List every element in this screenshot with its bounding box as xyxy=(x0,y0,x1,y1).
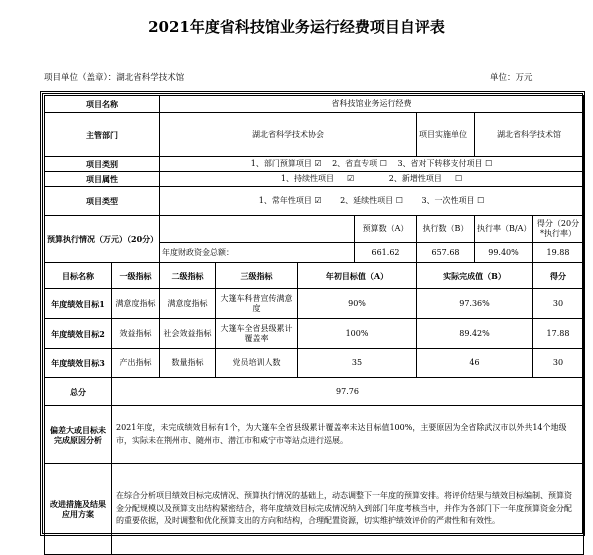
dept-label: 主管部门 xyxy=(45,113,160,157)
budget-label: 预算执行情况（万元）（20分） xyxy=(45,216,160,263)
total-row xyxy=(45,378,584,406)
impl-unit-value: 湖北省科学技术馆 xyxy=(475,113,584,157)
level1-indicator: 产出指标 xyxy=(112,349,160,378)
deviation-text: 2021年度，未完成绩效目标有1个，为大篷车全省县级累计覆盖率未达目标值100%，主要原因为全省除武汉市以外共14个地级市，实际未在荆州市、随州市、潜江市和咸宁市等站点进行巡展。 xyxy=(112,406,584,464)
target-score-header: 得分 xyxy=(533,263,584,289)
type-row xyxy=(45,187,584,216)
target-score: 30 xyxy=(533,289,584,319)
improvement-label: 改进措施及结果应用方案 xyxy=(45,464,112,555)
goal-name: 年度绩效目标2 xyxy=(45,319,112,349)
goal-name: 年度绩效目标1 xyxy=(45,289,112,319)
project-name-row xyxy=(45,96,584,113)
table-row xyxy=(45,289,584,319)
goal-name: 年度绩效目标3 xyxy=(45,349,112,378)
level3-indicator: 大篷车科普宣传满意度 xyxy=(216,289,298,319)
budget-header-a: 预算数（A） xyxy=(355,216,417,243)
target-score: 17.88 xyxy=(533,319,584,349)
attribute-row xyxy=(45,172,584,187)
currency-unit-label: 单位：万元 xyxy=(490,73,533,83)
budget-value: 661.62 xyxy=(355,243,417,263)
exec-value: 657.68 xyxy=(417,243,475,263)
project-name-label: 项目名称 xyxy=(45,96,160,113)
type-label: 项目类型 xyxy=(45,187,160,216)
category-row xyxy=(45,157,584,172)
dept-value: 湖北省科学技术协会 xyxy=(160,113,417,157)
exec-header-b: 执行数（B） xyxy=(417,216,475,243)
table-row xyxy=(45,349,584,378)
category-options: 1、部门预算项目 ☑ 2、省直专项 ☐ 3、省对下转移支付项目 ☐ xyxy=(160,157,584,172)
total-label: 总分 xyxy=(45,378,112,406)
level3-indicator: 党员培训人数 xyxy=(216,349,298,378)
exec-rate-value: 99.40% xyxy=(475,243,533,263)
targets-header-row xyxy=(45,263,584,289)
level2-indicator: 社会效益指标 xyxy=(160,319,216,349)
improvement-text: 在综合分析项目绩效目标完成情况、预算执行情况的基础上，动态调整下一年度的预算安排。将评价结果与绩效目标编制、预算资金分配规模以及预算支出结构紧密结合，将年度绩效目标完成情况纳入到部门年度考核当中，并作为各部门下一年度预算资金分配的重要依据，及时调整和优化预算支出的方向和结构，合理配置资源，切实维护绩效评价的严肃性和有效性。 xyxy=(112,464,584,555)
deviation-label: 偏差大或目标未完成原因分析 xyxy=(45,406,112,464)
level2-indicator: 满意度指标 xyxy=(160,289,216,319)
level1-indicator: 满意度指标 xyxy=(112,289,160,319)
actual-value: 89.42% xyxy=(417,319,533,349)
target-score: 30 xyxy=(533,349,584,378)
actual-value: 46 xyxy=(417,349,533,378)
budget-header-row xyxy=(45,216,584,243)
level2-header: 二级指标 xyxy=(160,263,216,289)
level2-indicator: 数量指标 xyxy=(160,349,216,378)
initial-target-value: 100% xyxy=(298,319,417,349)
total-value: 97.76 xyxy=(112,378,584,406)
initial-target-value: 90% xyxy=(298,289,417,319)
attribute-options: 1、持续性项目 ☑ 2、新增性项目 ☐ xyxy=(160,172,584,187)
table-row xyxy=(45,319,584,349)
attribute-label: 项目属性 xyxy=(45,172,160,187)
level1-header: 一级指标 xyxy=(112,263,160,289)
level3-header: 三级指标 xyxy=(216,263,298,289)
goal-header: 目标名称 xyxy=(45,263,112,289)
initial-target-header: 年初目标值（A） xyxy=(298,263,417,289)
actual-value: 97.36% xyxy=(417,289,533,319)
score-header: 得分（20分*执行率） xyxy=(533,216,584,243)
type-options: 1、常年性项目 ☑ 2、延续性项目 ☐ 3、一次性项目 ☐ xyxy=(160,187,584,216)
annual-funds-label: 年度财政资金总额： xyxy=(160,243,355,263)
dept-row xyxy=(45,113,584,157)
project-unit-label: 项目单位（盖章）：湖北省科学技术馆 xyxy=(44,73,185,83)
level1-indicator: 效益指标 xyxy=(112,319,160,349)
initial-target-value: 35 xyxy=(298,349,417,378)
deviation-row xyxy=(45,406,584,464)
category-label: 项目类别 xyxy=(45,157,160,172)
project-name-value: 省科技馆业务运行经费 xyxy=(160,96,584,113)
level3-indicator: 大篷车全省县级累计覆盖率 xyxy=(216,319,298,349)
actual-value-header: 实际完成值（B） xyxy=(417,263,533,289)
impl-unit-label: 项目实施单位 xyxy=(417,113,475,157)
page-title: 2021年度省科技馆业务运行经费项目自评表 xyxy=(148,18,445,36)
evaluation-table xyxy=(44,95,584,555)
improvement-row xyxy=(45,464,584,555)
evaluation-form xyxy=(40,91,585,536)
score-value: 19.88 xyxy=(533,243,584,263)
exec-rate-header: 执行率（B/A） xyxy=(475,216,533,243)
